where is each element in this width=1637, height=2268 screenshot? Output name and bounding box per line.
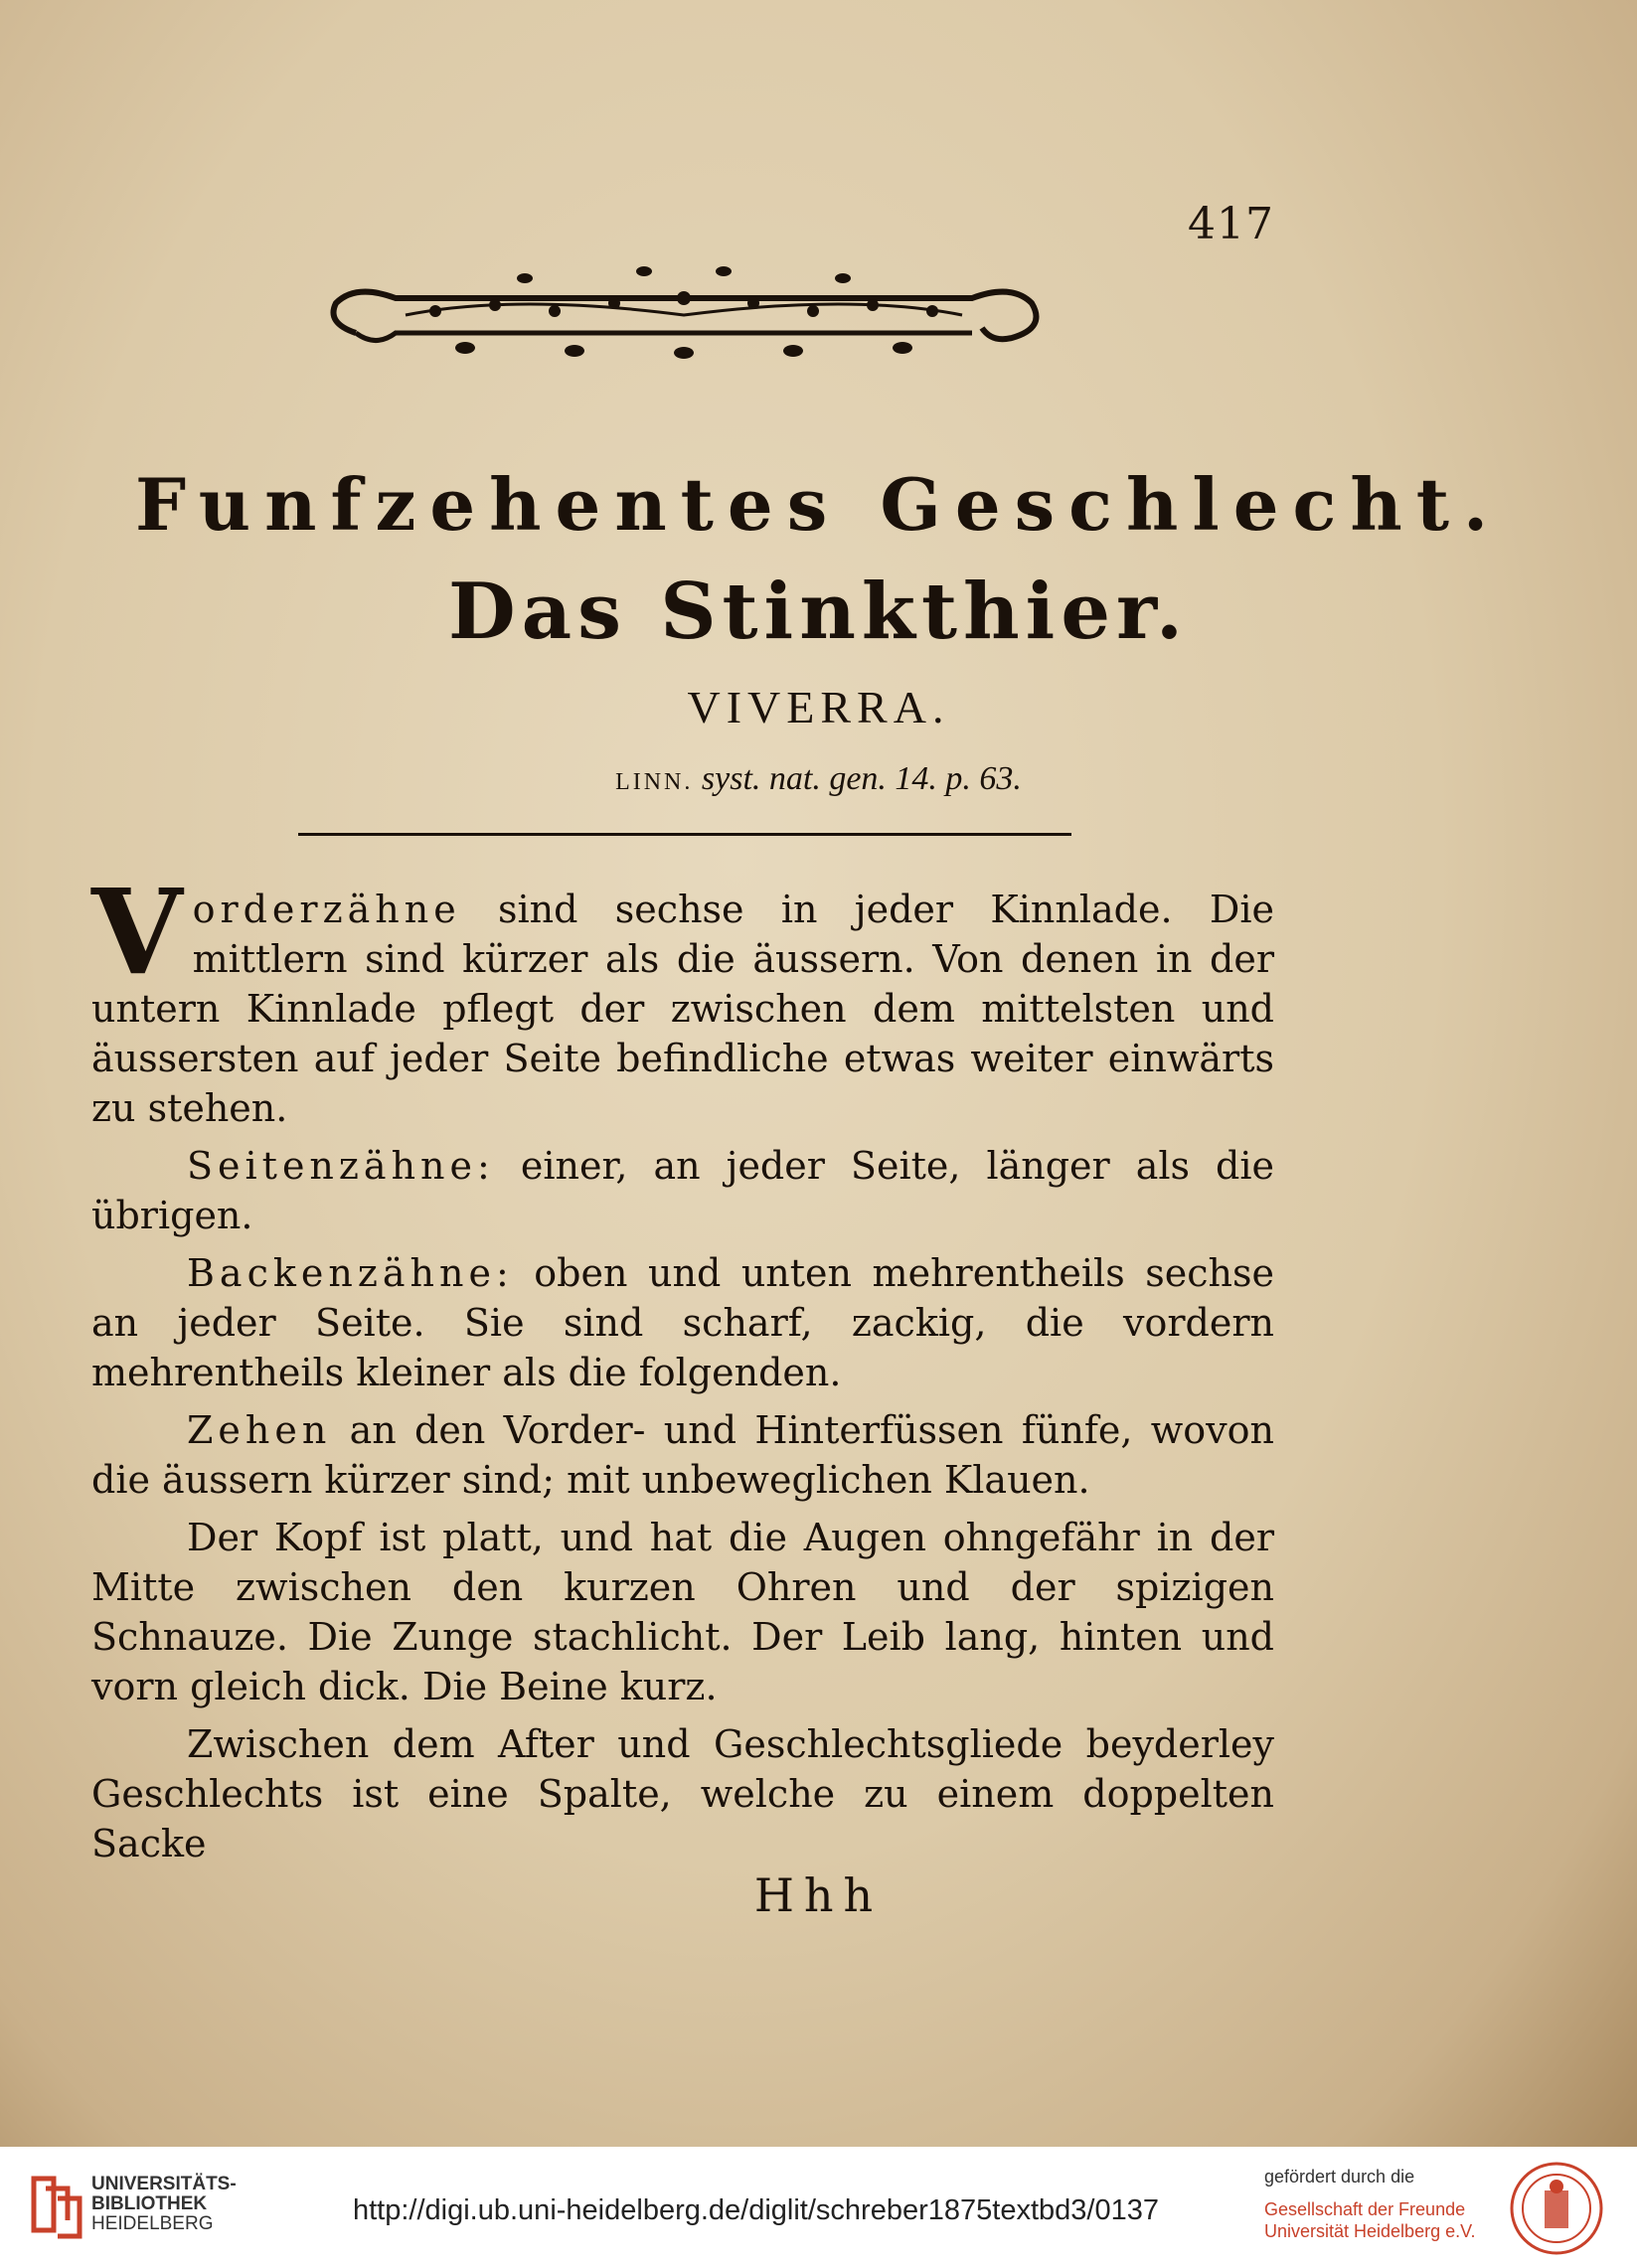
floral-ornament-icon: [316, 253, 1052, 373]
latin-genus-name: VIVERRA.: [687, 682, 950, 732]
drop-cap: V: [91, 863, 183, 1001]
paragraph-5: [91, 1513, 1274, 1711]
genus-title: Das Stinkthier.: [447, 567, 1190, 657]
paragraph-1: [91, 863, 1274, 1133]
paragraph-lead: Zehen: [187, 1408, 332, 1452]
paragraph-text: oben und unten mehrentheils sechse an jeder Seite. Sie sind scharf, zackig, die vordern mehrentheils kleiner als die folgenden.: [91, 1251, 1274, 1394]
chapter-title: Funfzehentes Geschlecht.: [134, 462, 1503, 547]
paragraph-lead: Seitenzähne:: [187, 1144, 495, 1188]
library-name-line3: HEIDELBERG: [91, 2213, 214, 2234]
paragraph-4: [91, 1405, 1274, 1505]
university-seal-icon: [1509, 2161, 1604, 2256]
sponsor-label: gefördert durch die: [1264, 2167, 1415, 2187]
paragraph-2: [91, 1141, 1274, 1240]
paragraph-3: [91, 1248, 1274, 1397]
body-text: [91, 863, 1274, 1876]
sponsor-name: [1264, 2198, 1475, 2242]
citation-author: LINN.: [615, 769, 694, 795]
permalink-url[interactable]: http://digi.ub.uni-heidelberg.de/diglit/schreber1875textbd3/0137: [353, 2194, 1159, 2226]
signature-mark: Hhh: [753, 1868, 884, 1922]
paragraph-text: Zwischen dem After und Geschlechtsgliede beyderley Geschlechts ist eine Spalte, welche zu einem doppelten Sacke: [91, 1722, 1274, 1865]
sponsor-name-line2: Universität Heidelberg e.V.: [1264, 2221, 1476, 2241]
paragraph-lead: orderzähne: [192, 888, 461, 931]
page-number: 417: [1188, 199, 1274, 249]
paragraph-6: [91, 1719, 1274, 1868]
paragraph-text: an den Vorder- und Hinterfüssen fünfe, wovon die äussern kürzer sind; mit unbeweglichen Klauen.: [91, 1408, 1274, 1502]
paragraph-text: Der Kopf ist platt, und hat die Augen ohngefähr in der Mitte zwischen den kurzen Ohren und der spizigen Schnauze. Die Zunge stachlicht. Der Leib lang, hinten und vorn gleich dick. Die Beine kurz.: [91, 1516, 1274, 1708]
library-name: [91, 2175, 237, 2234]
digitization-footer: [0, 2147, 1637, 2268]
library-name-line2: BIBLIOTHEK: [91, 2193, 208, 2214]
horizontal-rule: [298, 833, 1071, 836]
citation: [0, 760, 1637, 798]
library-name-line1: UNIVERSITÄTS-: [91, 2174, 237, 2194]
sponsor-name-line1: Gesellschaft der Freunde: [1264, 2199, 1466, 2219]
paragraph-lead: Backenzähne:: [187, 1251, 514, 1295]
ub-heidelberg-logo-icon: [28, 2169, 85, 2240]
paragraph-text: sind sechse in jeder Kinnlade. Die mittlern sind kürzer als die äussern. Von denen in der untern Kinnlade pflegt der zwischen dem mittelsten und äussersten auf jeder Seite befindliche etwas weiter einwärts zu stehen.: [91, 888, 1274, 1130]
paragraph-text: einer, an jeder Seite, länger als die übrigen.: [91, 1144, 1274, 1237]
citation-reference: syst. nat. gen. 14. p. 63.: [701, 760, 1022, 797]
